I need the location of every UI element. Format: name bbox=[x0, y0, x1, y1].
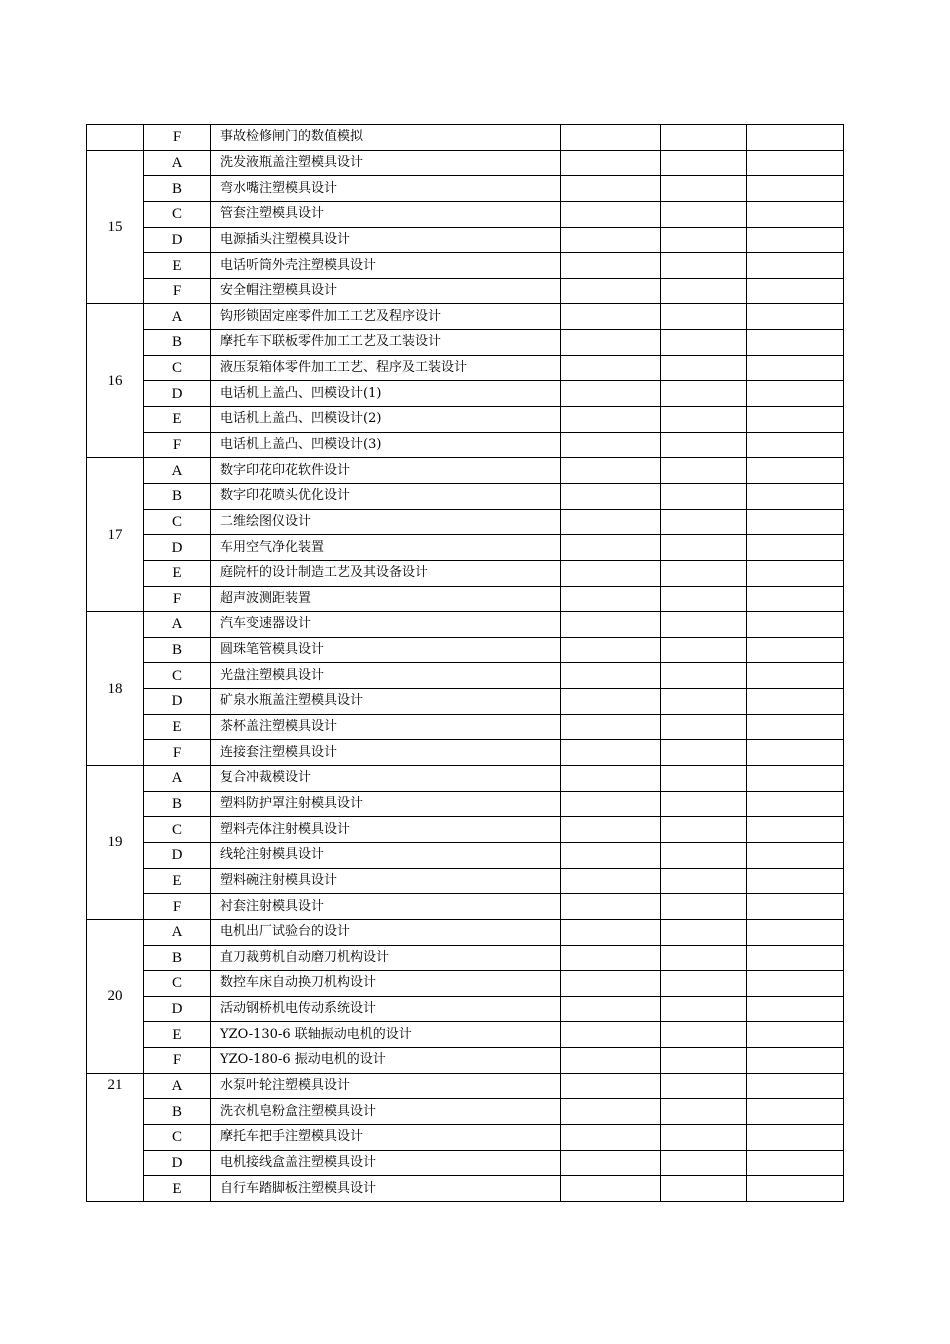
empty-cell-3 bbox=[747, 458, 844, 484]
table-row bbox=[87, 201, 844, 227]
empty-cell-3 bbox=[747, 560, 844, 586]
empty-cell-2 bbox=[661, 201, 747, 227]
empty-cell-2 bbox=[661, 1048, 747, 1074]
item-title: 圆珠笔管模具设计 bbox=[211, 637, 561, 663]
item-title: 事故检修闸门的数值模拟 bbox=[211, 125, 561, 151]
empty-cell-2 bbox=[661, 125, 747, 151]
empty-cell-1 bbox=[561, 842, 661, 868]
item-letter: D bbox=[144, 227, 211, 253]
item-letter: F bbox=[144, 125, 211, 151]
item-letter: B bbox=[144, 1099, 211, 1125]
empty-cell-1 bbox=[561, 1048, 661, 1074]
empty-cell-2 bbox=[661, 714, 747, 740]
empty-cell-2 bbox=[661, 535, 747, 561]
group-number: 16 bbox=[87, 304, 144, 458]
empty-cell-3 bbox=[747, 663, 844, 689]
empty-cell-3 bbox=[747, 1099, 844, 1125]
empty-cell-2 bbox=[661, 1124, 747, 1150]
empty-cell-2 bbox=[661, 740, 747, 766]
table-row bbox=[87, 612, 844, 638]
empty-cell-3 bbox=[747, 304, 844, 330]
empty-cell-1 bbox=[561, 535, 661, 561]
item-title: 二维绘图仪设计 bbox=[211, 509, 561, 535]
empty-cell-3 bbox=[747, 612, 844, 638]
table-row bbox=[87, 176, 844, 202]
table-row bbox=[87, 227, 844, 253]
table-row bbox=[87, 1124, 844, 1150]
empty-cell-2 bbox=[661, 432, 747, 458]
item-letter: D bbox=[144, 381, 211, 407]
empty-cell-1 bbox=[561, 458, 661, 484]
item-title: 电机出厂试验台的设计 bbox=[211, 919, 561, 945]
empty-cell-1 bbox=[561, 996, 661, 1022]
empty-cell-2 bbox=[661, 868, 747, 894]
empty-cell-1 bbox=[561, 330, 661, 356]
item-letter: F bbox=[144, 894, 211, 920]
empty-cell-1 bbox=[561, 1099, 661, 1125]
empty-cell-2 bbox=[661, 355, 747, 381]
item-title: 超声波测距装置 bbox=[211, 586, 561, 612]
empty-cell-2 bbox=[661, 817, 747, 843]
item-title: 液压泵箱体零件加工工艺、程序及工装设计 bbox=[211, 355, 561, 381]
empty-cell-3 bbox=[747, 432, 844, 458]
table-row bbox=[87, 817, 844, 843]
item-title: 活动钢桥机电传动系统设计 bbox=[211, 996, 561, 1022]
empty-cell-1 bbox=[561, 1176, 661, 1202]
empty-cell-2 bbox=[661, 637, 747, 663]
item-title: 电话机上盖凸、凹模设计(2) bbox=[211, 407, 561, 433]
table-row bbox=[87, 1022, 844, 1048]
item-letter: F bbox=[144, 1048, 211, 1074]
group-number: 17 bbox=[87, 458, 144, 612]
empty-cell-3 bbox=[747, 919, 844, 945]
empty-cell-3 bbox=[747, 330, 844, 356]
empty-cell-3 bbox=[747, 1176, 844, 1202]
item-title: 复合冲裁模设计 bbox=[211, 766, 561, 792]
empty-cell-1 bbox=[561, 817, 661, 843]
item-letter: A bbox=[144, 304, 211, 330]
empty-cell-2 bbox=[661, 407, 747, 433]
item-title: YZO-130-6 联轴振动电机的设计 bbox=[211, 1022, 561, 1048]
table-row bbox=[87, 150, 844, 176]
item-title: 摩托车把手注塑模具设计 bbox=[211, 1124, 561, 1150]
empty-cell-3 bbox=[747, 483, 844, 509]
group-number: 15 bbox=[87, 150, 144, 304]
item-title: 光盘注塑模具设计 bbox=[211, 663, 561, 689]
empty-cell-2 bbox=[661, 227, 747, 253]
table-row bbox=[87, 432, 844, 458]
empty-cell-1 bbox=[561, 663, 661, 689]
empty-cell-2 bbox=[661, 176, 747, 202]
item-title: 电话机上盖凸、凹模设计(3) bbox=[211, 432, 561, 458]
item-letter: E bbox=[144, 1022, 211, 1048]
empty-cell-1 bbox=[561, 432, 661, 458]
table-row bbox=[87, 560, 844, 586]
table-row bbox=[87, 740, 844, 766]
empty-cell-3 bbox=[747, 714, 844, 740]
empty-cell-1 bbox=[561, 766, 661, 792]
item-letter: E bbox=[144, 253, 211, 279]
table-row bbox=[87, 458, 844, 484]
table-row bbox=[87, 996, 844, 1022]
empty-cell-3 bbox=[747, 971, 844, 997]
empty-cell-1 bbox=[561, 253, 661, 279]
table-row bbox=[87, 689, 844, 715]
table-row bbox=[87, 1176, 844, 1202]
empty-cell-2 bbox=[661, 842, 747, 868]
empty-cell-1 bbox=[561, 612, 661, 638]
group-number: 18 bbox=[87, 612, 144, 766]
item-letter: A bbox=[144, 458, 211, 484]
empty-cell-3 bbox=[747, 996, 844, 1022]
empty-cell-1 bbox=[561, 150, 661, 176]
empty-cell-2 bbox=[661, 766, 747, 792]
table-row bbox=[87, 330, 844, 356]
empty-cell-3 bbox=[747, 1150, 844, 1176]
item-letter: F bbox=[144, 432, 211, 458]
empty-cell-1 bbox=[561, 714, 661, 740]
item-letter: A bbox=[144, 1073, 211, 1099]
empty-cell-1 bbox=[561, 586, 661, 612]
empty-cell-2 bbox=[661, 483, 747, 509]
empty-cell-3 bbox=[747, 689, 844, 715]
empty-cell-3 bbox=[747, 1022, 844, 1048]
table-row bbox=[87, 971, 844, 997]
empty-cell-3 bbox=[747, 125, 844, 151]
empty-cell-3 bbox=[747, 407, 844, 433]
table-row bbox=[87, 637, 844, 663]
item-letter: F bbox=[144, 586, 211, 612]
item-letter: B bbox=[144, 945, 211, 971]
empty-cell-3 bbox=[747, 381, 844, 407]
empty-cell-2 bbox=[661, 150, 747, 176]
item-letter: D bbox=[144, 1150, 211, 1176]
item-title: 摩托车下联板零件加工工艺及工装设计 bbox=[211, 330, 561, 356]
item-title: 洗衣机皂粉盒注塑模具设计 bbox=[211, 1099, 561, 1125]
table-row bbox=[87, 304, 844, 330]
table-row bbox=[87, 586, 844, 612]
empty-cell-3 bbox=[747, 868, 844, 894]
item-letter: D bbox=[144, 996, 211, 1022]
empty-cell-2 bbox=[661, 458, 747, 484]
empty-cell-2 bbox=[661, 1150, 747, 1176]
item-title: 塑料碗注射模具设计 bbox=[211, 868, 561, 894]
empty-cell-2 bbox=[661, 304, 747, 330]
table-row bbox=[87, 714, 844, 740]
item-letter: E bbox=[144, 868, 211, 894]
table-row bbox=[87, 663, 844, 689]
item-letter: B bbox=[144, 330, 211, 356]
empty-cell-2 bbox=[661, 791, 747, 817]
empty-cell-3 bbox=[747, 278, 844, 304]
empty-cell-1 bbox=[561, 740, 661, 766]
table-row bbox=[87, 1073, 844, 1099]
item-title: 车用空气净化装置 bbox=[211, 535, 561, 561]
group-number bbox=[87, 125, 144, 151]
item-title: 直刀裁剪机自动磨刀机构设计 bbox=[211, 945, 561, 971]
empty-cell-3 bbox=[747, 586, 844, 612]
table-row bbox=[87, 355, 844, 381]
item-letter: B bbox=[144, 483, 211, 509]
item-letter: B bbox=[144, 637, 211, 663]
empty-cell-1 bbox=[561, 1124, 661, 1150]
item-letter: D bbox=[144, 535, 211, 561]
empty-cell-1 bbox=[561, 483, 661, 509]
item-title: 汽车变速器设计 bbox=[211, 612, 561, 638]
empty-cell-2 bbox=[661, 1099, 747, 1125]
empty-cell-3 bbox=[747, 201, 844, 227]
table-row bbox=[87, 842, 844, 868]
empty-cell-3 bbox=[747, 150, 844, 176]
item-letter: C bbox=[144, 663, 211, 689]
empty-cell-3 bbox=[747, 355, 844, 381]
empty-cell-1 bbox=[561, 381, 661, 407]
empty-cell-3 bbox=[747, 842, 844, 868]
empty-cell-2 bbox=[661, 971, 747, 997]
empty-cell-1 bbox=[561, 304, 661, 330]
item-letter: B bbox=[144, 791, 211, 817]
empty-cell-1 bbox=[561, 637, 661, 663]
group-number: 20 bbox=[87, 919, 144, 1073]
table-row bbox=[87, 894, 844, 920]
empty-cell-2 bbox=[661, 1176, 747, 1202]
empty-cell-3 bbox=[747, 791, 844, 817]
item-title: 数字印花印花软件设计 bbox=[211, 458, 561, 484]
table-row bbox=[87, 868, 844, 894]
empty-cell-2 bbox=[661, 1022, 747, 1048]
empty-cell-2 bbox=[661, 689, 747, 715]
empty-cell-3 bbox=[747, 894, 844, 920]
empty-cell-2 bbox=[661, 894, 747, 920]
table-row bbox=[87, 1150, 844, 1176]
empty-cell-2 bbox=[661, 663, 747, 689]
empty-cell-2 bbox=[661, 612, 747, 638]
item-letter: A bbox=[144, 919, 211, 945]
item-letter: C bbox=[144, 201, 211, 227]
table-row bbox=[87, 509, 844, 535]
table-row bbox=[87, 381, 844, 407]
item-letter: E bbox=[144, 1176, 211, 1202]
table-row bbox=[87, 253, 844, 279]
item-title: 线轮注射模具设计 bbox=[211, 842, 561, 868]
empty-cell-3 bbox=[747, 253, 844, 279]
table-row bbox=[87, 1048, 844, 1074]
table-body bbox=[87, 125, 844, 1202]
empty-cell-2 bbox=[661, 253, 747, 279]
empty-cell-2 bbox=[661, 1073, 747, 1099]
item-letter: E bbox=[144, 407, 211, 433]
empty-cell-3 bbox=[747, 766, 844, 792]
empty-cell-1 bbox=[561, 227, 661, 253]
table-row bbox=[87, 125, 844, 151]
empty-cell-3 bbox=[747, 945, 844, 971]
topic-table bbox=[86, 124, 844, 1202]
empty-cell-2 bbox=[661, 996, 747, 1022]
item-letter: C bbox=[144, 509, 211, 535]
empty-cell-2 bbox=[661, 381, 747, 407]
empty-cell-1 bbox=[561, 919, 661, 945]
empty-cell-3 bbox=[747, 637, 844, 663]
empty-cell-2 bbox=[661, 919, 747, 945]
item-letter: C bbox=[144, 971, 211, 997]
empty-cell-3 bbox=[747, 1073, 844, 1099]
empty-cell-3 bbox=[747, 1048, 844, 1074]
empty-cell-1 bbox=[561, 1150, 661, 1176]
empty-cell-1 bbox=[561, 201, 661, 227]
empty-cell-1 bbox=[561, 355, 661, 381]
empty-cell-2 bbox=[661, 586, 747, 612]
empty-cell-3 bbox=[747, 227, 844, 253]
item-letter: A bbox=[144, 766, 211, 792]
group-number: 19 bbox=[87, 766, 144, 920]
item-letter: F bbox=[144, 278, 211, 304]
item-title: 自行车踏脚板注塑模具设计 bbox=[211, 1176, 561, 1202]
item-letter: D bbox=[144, 689, 211, 715]
empty-cell-1 bbox=[561, 560, 661, 586]
table-row bbox=[87, 407, 844, 433]
item-title: 数控车床自动换刀机构设计 bbox=[211, 971, 561, 997]
item-title: 水泵叶轮注塑模具设计 bbox=[211, 1073, 561, 1099]
item-letter: B bbox=[144, 176, 211, 202]
empty-cell-1 bbox=[561, 971, 661, 997]
empty-cell-1 bbox=[561, 407, 661, 433]
empty-cell-3 bbox=[747, 509, 844, 535]
empty-cell-3 bbox=[747, 817, 844, 843]
empty-cell-3 bbox=[747, 1124, 844, 1150]
item-title: 电话听筒外壳注塑模具设计 bbox=[211, 253, 561, 279]
empty-cell-2 bbox=[661, 945, 747, 971]
table-row bbox=[87, 945, 844, 971]
empty-cell-1 bbox=[561, 868, 661, 894]
item-title: 茶杯盖注塑模具设计 bbox=[211, 714, 561, 740]
item-title: 弯水嘴注塑模具设计 bbox=[211, 176, 561, 202]
table-row bbox=[87, 791, 844, 817]
empty-cell-2 bbox=[661, 278, 747, 304]
item-letter: C bbox=[144, 355, 211, 381]
item-letter: A bbox=[144, 150, 211, 176]
table-row bbox=[87, 919, 844, 945]
item-title: 电机接线盒盖注塑模具设计 bbox=[211, 1150, 561, 1176]
item-title: 电源插头注塑模具设计 bbox=[211, 227, 561, 253]
empty-cell-2 bbox=[661, 509, 747, 535]
empty-cell-1 bbox=[561, 1073, 661, 1099]
item-letter: C bbox=[144, 817, 211, 843]
item-title: 管套注塑模具设计 bbox=[211, 201, 561, 227]
item-letter: A bbox=[144, 612, 211, 638]
item-title: 矿泉水瓶盖注塑模具设计 bbox=[211, 689, 561, 715]
item-letter: E bbox=[144, 714, 211, 740]
empty-cell-1 bbox=[561, 278, 661, 304]
empty-cell-2 bbox=[661, 330, 747, 356]
empty-cell-1 bbox=[561, 791, 661, 817]
empty-cell-3 bbox=[747, 176, 844, 202]
item-letter: E bbox=[144, 560, 211, 586]
item-letter: C bbox=[144, 1124, 211, 1150]
item-title: 钩形锁固定座零件加工工艺及程序设计 bbox=[211, 304, 561, 330]
item-title: 安全帽注塑模具设计 bbox=[211, 278, 561, 304]
item-title: YZO-180-6 振动电机的设计 bbox=[211, 1048, 561, 1074]
empty-cell-1 bbox=[561, 1022, 661, 1048]
table-row bbox=[87, 278, 844, 304]
empty-cell-1 bbox=[561, 176, 661, 202]
empty-cell-1 bbox=[561, 894, 661, 920]
empty-cell-3 bbox=[747, 535, 844, 561]
table-row bbox=[87, 535, 844, 561]
item-letter: D bbox=[144, 842, 211, 868]
table-row bbox=[87, 766, 844, 792]
item-title: 电话机上盖凸、凹模设计(1) bbox=[211, 381, 561, 407]
item-title: 衬套注射模具设计 bbox=[211, 894, 561, 920]
empty-cell-1 bbox=[561, 125, 661, 151]
empty-cell-3 bbox=[747, 740, 844, 766]
empty-cell-1 bbox=[561, 689, 661, 715]
item-title: 洗发液瓶盖注塑模具设计 bbox=[211, 150, 561, 176]
table-row bbox=[87, 483, 844, 509]
group-number: 21 bbox=[87, 1073, 144, 1201]
empty-cell-1 bbox=[561, 945, 661, 971]
item-title: 塑料壳体注射模具设计 bbox=[211, 817, 561, 843]
item-letter: F bbox=[144, 740, 211, 766]
item-title: 塑料防护罩注射模具设计 bbox=[211, 791, 561, 817]
table-row bbox=[87, 1099, 844, 1125]
empty-cell-2 bbox=[661, 560, 747, 586]
item-title: 数字印花喷头优化设计 bbox=[211, 483, 561, 509]
item-title: 庭院杆的设计制造工艺及其设备设计 bbox=[211, 560, 561, 586]
item-title: 连接套注塑模具设计 bbox=[211, 740, 561, 766]
empty-cell-1 bbox=[561, 509, 661, 535]
